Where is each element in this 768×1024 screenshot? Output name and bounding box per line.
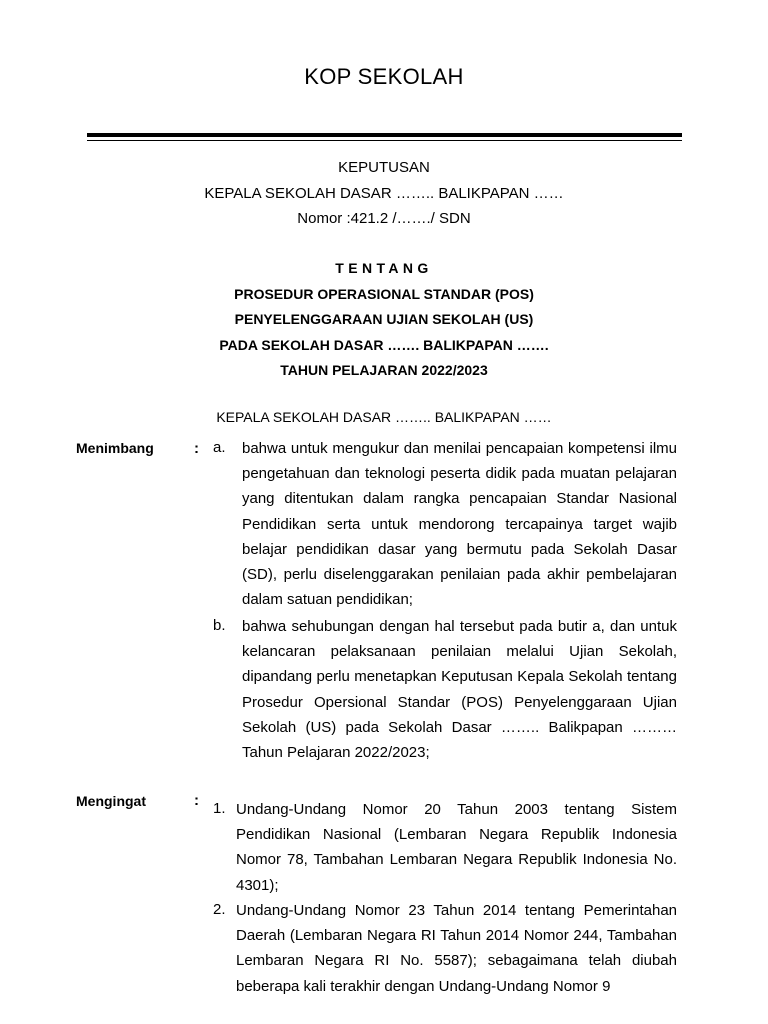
menimbang-item-marker: b. [213, 617, 226, 634]
decree-number: Nomor :421.2 /……./ SDN [297, 210, 471, 227]
decree-title: KEPUTUSAN [338, 159, 430, 176]
decree-issuer: KEPALA SEKOLAH DASAR …….. BALIKPAPAN …… [204, 184, 564, 202]
mengingat-item-marker: 2. [213, 901, 226, 918]
subject-line-1: PROSEDUR OPERASIONAL STANDAR (POS) [234, 285, 534, 302]
menimbang-item-text: bahwa sehubungan dengan hal tersebut pada butir a, dan untuk kelancaran pelaksanaan penilaian melalui Ujian Sekolah, dipandang perlu menetapkan Keputusan Kepala Sekolah tentang Prosedur Opersional Standar (POS) Penyelenggaraan Ujian Sekolah (US) pada Sekolah Dasar …….. Balikpapan ……… Tahun Pelajaran 2022/2023; [242, 618, 677, 762]
menimbang-label: Menimbang [76, 440, 154, 456]
letterhead-title: KOP SEKOLAH [304, 64, 464, 89]
menimbang-colon: : [194, 440, 199, 457]
mengingat-item-text: Undang-Undang Nomor 23 Tahun 2014 tentang Pemerintahan Daerah (Lembaran Negara RI Tahun 2014 Nomor 244, Tambahan Lembaran Negara RI No. 5587); sebagaimana telah diubah beberapa kali terakhir dengan Undang-Undang Nomor 9 [236, 902, 677, 995]
menimbang-item-marker: a. [213, 439, 226, 456]
mengingat-label: Mengingat [76, 793, 146, 809]
headmaster-line: KEPALA SEKOLAH DASAR …….. BALIKPAPAN …… [216, 409, 552, 425]
mengingat-colon: : [194, 792, 199, 809]
menimbang-item-text: bahwa untuk mengukur dan menilai pencapaian kompetensi ilmu pengetahuan dan teknologi peserta didik pada muatan pelajaran yang ditentukan dalam rangka pencapaian Standar Nasional Pendidikan serta untuk mendorong tercapainya target wajib belajar pendidikan dasar yang bermutu pada Sekolah Dasar (SD), perlu diselenggarakan penilaian pada akhir pembelajaran dalam satuan pendidikan; [242, 440, 677, 609]
subject-line-3: PADA SEKOLAH DASAR ……. BALIKPAPAN ……. [219, 336, 549, 353]
subject-line-2: PENYELENGGARAAN UJIAN SEKOLAH (US) [234, 311, 534, 327]
mengingat-item-text: Undang-Undang Nomor 20 Tahun 2003 tentang Sistem Pendidikan Nasional (Lembaran Negara Republik Indonesia Nomor 78, Tambahan Lembaran Negara Republik Indonesia No. 4301); [236, 801, 677, 894]
letterhead-thick-rule [87, 133, 682, 137]
mengingat-item-marker: 1. [213, 800, 226, 817]
decree-subject [0, 256, 768, 384]
tentang-label: TENTANG [335, 260, 433, 276]
letterhead-thin-rule [87, 140, 682, 141]
subject-line-4: TAHUN PELAJARAN 2022/2023 [280, 362, 488, 378]
decree-header [0, 155, 768, 232]
